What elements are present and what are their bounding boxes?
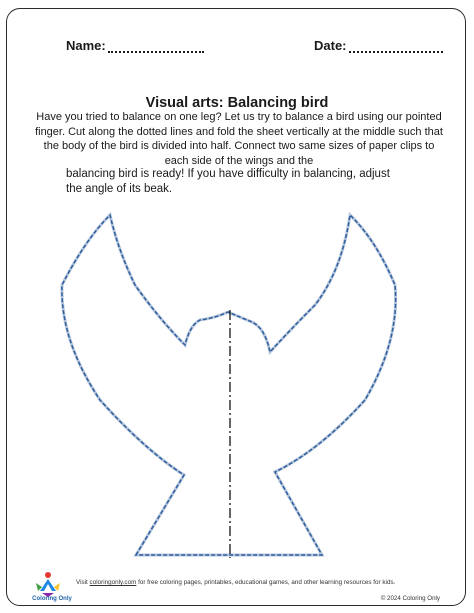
coloring-only-logo [28,569,68,599]
footer-visit-suffix: for free coloring pages, printables, educational games, and other learning resources for kids. [136,579,396,586]
instructions-paragraph-1: Have you tried to balance on one leg? Let us try to balance a bird using our pointed finger. Cut along the dotted lines and fold the sheet vertically at the middle such that the body of the bird is divided into half. Connect two same sizes of paper clips to each side of the wings and the [35,111,443,167]
date-field[interactable] [314,38,443,53]
name-blank-line[interactable] [108,41,204,53]
copyright-notice: © 2024 Coloring Only [380,595,440,602]
name-label: Name: [66,38,106,53]
footer-visit-prefix: Visit [76,579,90,586]
instructions-paragraph-2: balancing bird is ready! If you have difficulty in balancing, adjust the angle of its beak. [66,168,390,195]
date-blank-line[interactable] [349,41,443,53]
date-label: Date: [314,38,347,53]
worksheet-title: Visual arts: Balancing bird [145,95,329,111]
name-field[interactable] [66,38,204,53]
coloringonly-link[interactable]: coloringonly.com [89,579,137,586]
logo-text: Coloring Only [32,596,72,602]
footer-text [76,578,436,587]
